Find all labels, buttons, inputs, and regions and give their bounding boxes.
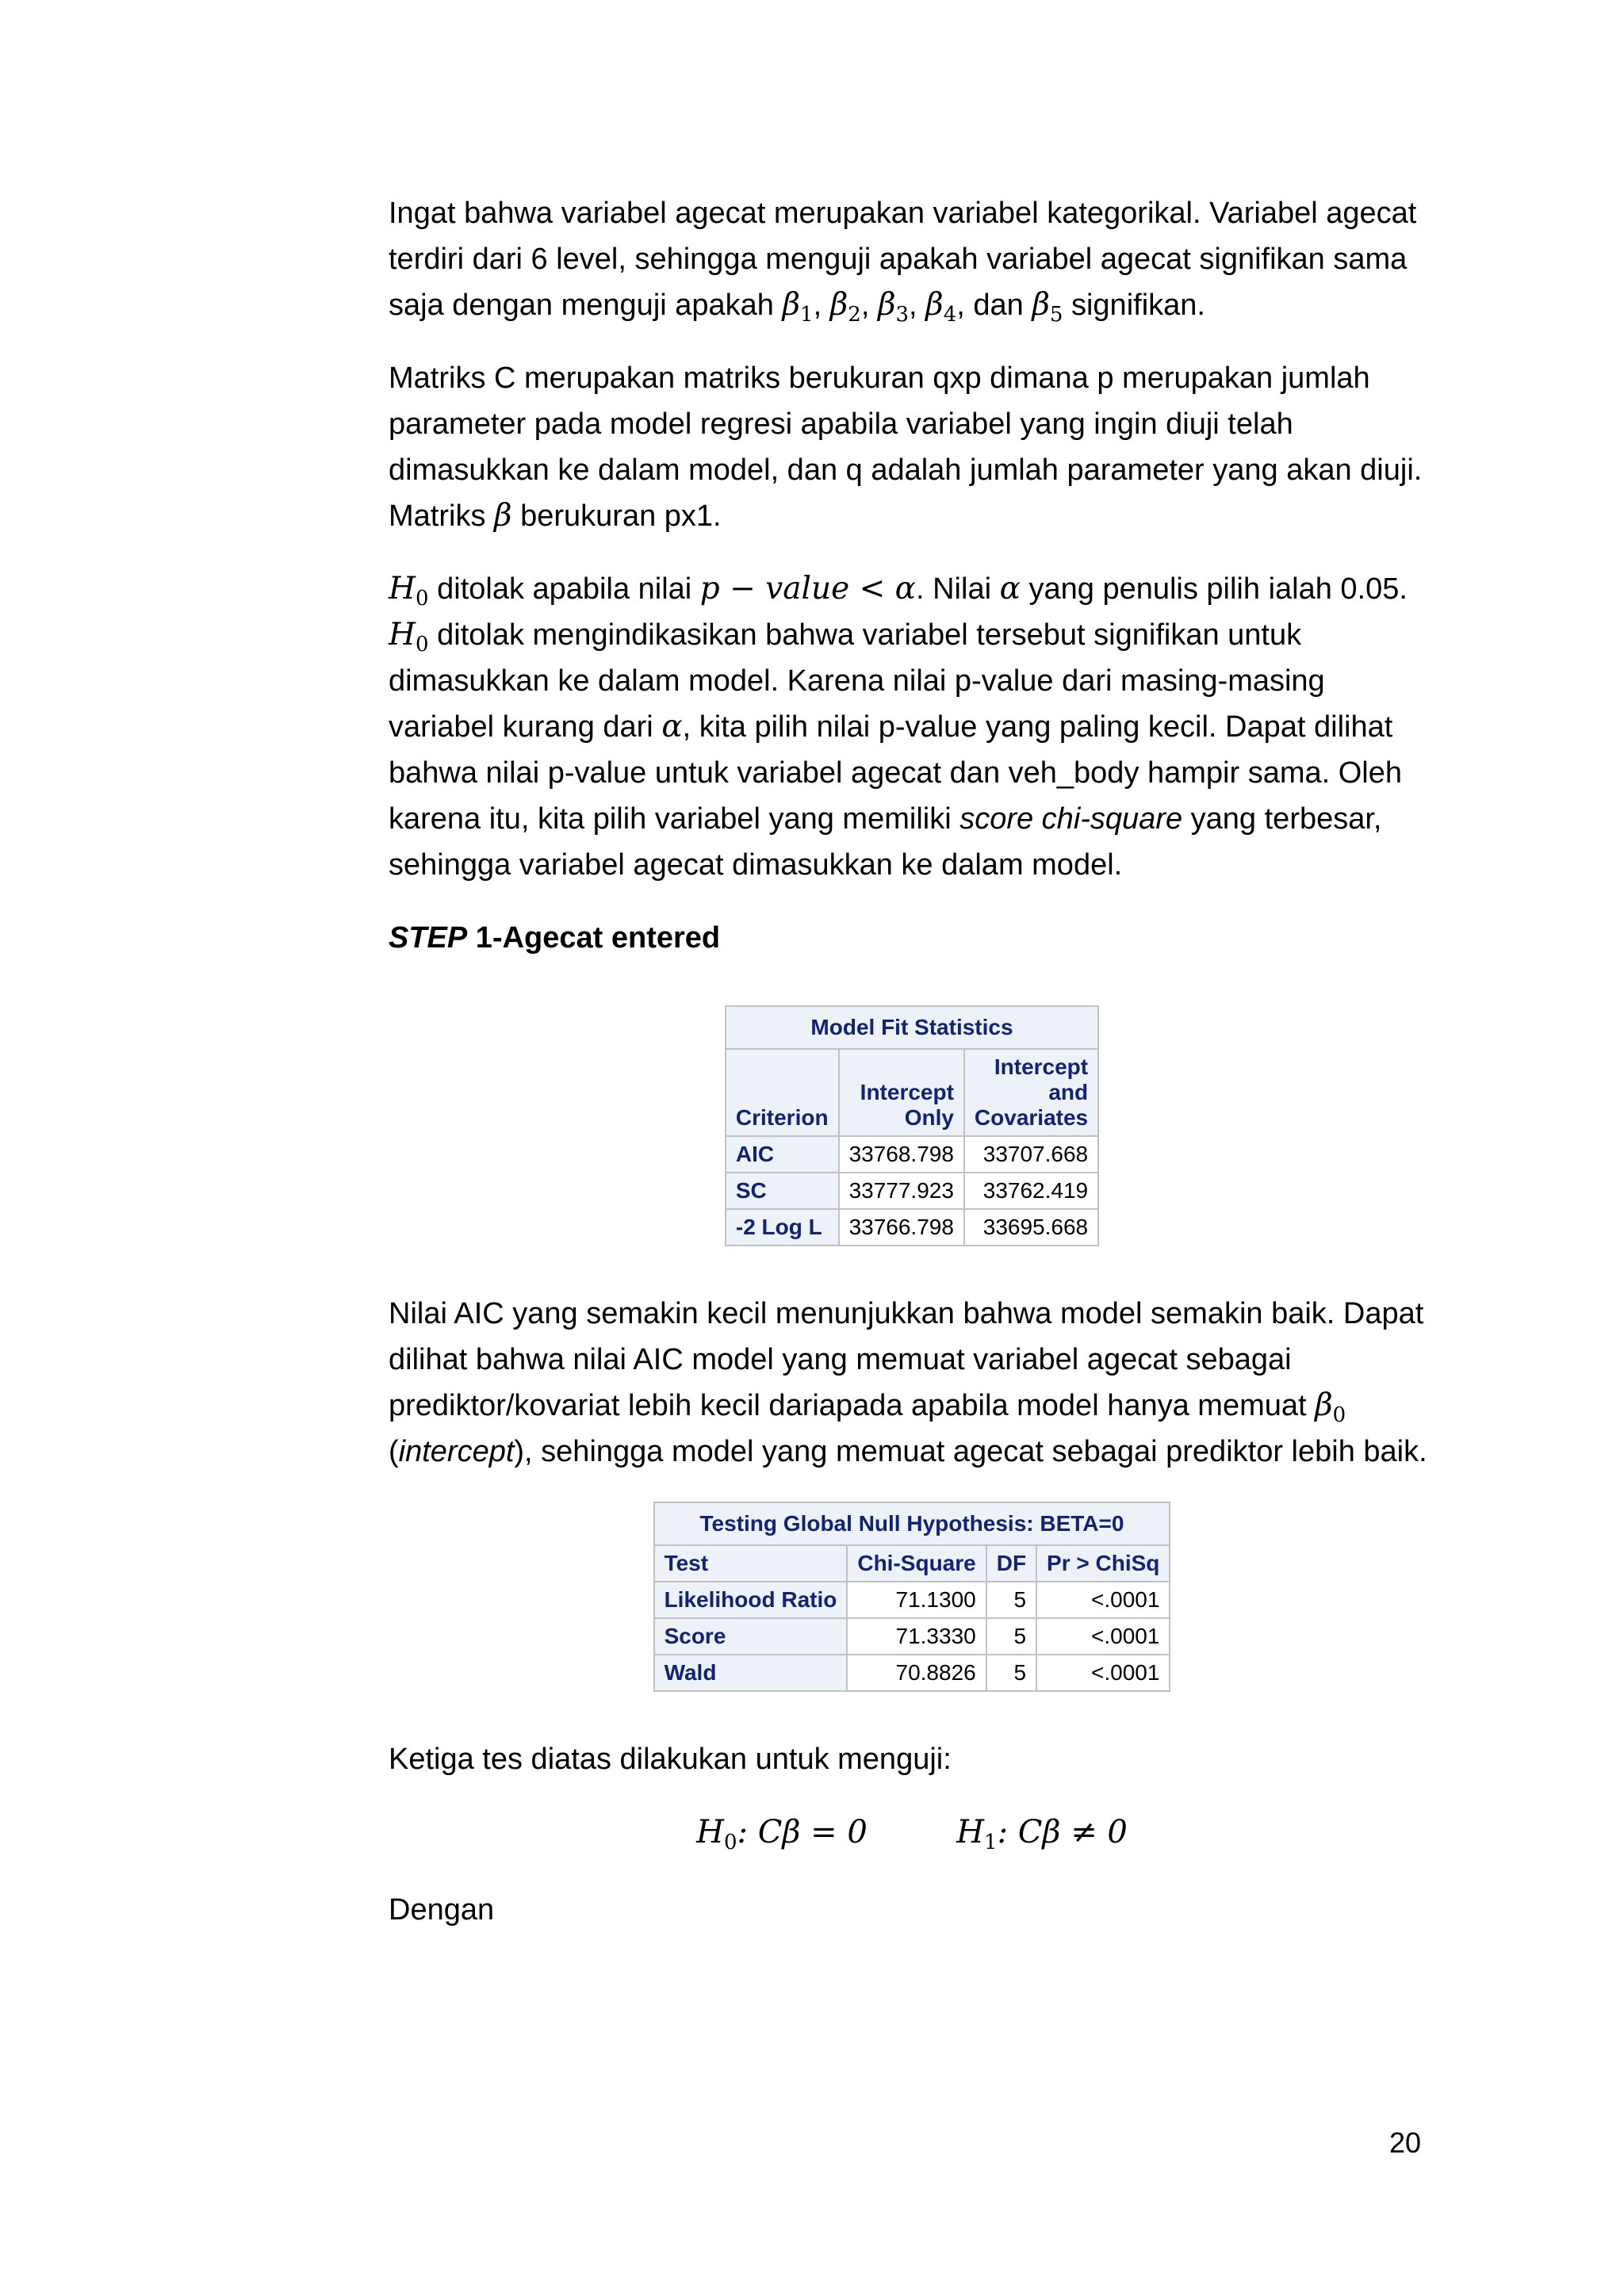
cell-value: 71.3330 bbox=[847, 1618, 986, 1655]
p4-text-b: ( bbox=[389, 1435, 399, 1468]
p4-emphasis: intercept bbox=[398, 1435, 515, 1468]
cell-value: 33768.798 bbox=[839, 1136, 964, 1173]
table-row bbox=[726, 1136, 1098, 1173]
cell-value: 71.1300 bbox=[847, 1582, 986, 1618]
h0-symbol: $H_0$ bbox=[389, 571, 429, 610]
header-chi-square: Chi-Square bbox=[847, 1545, 986, 1582]
cell-value: 33777.923 bbox=[839, 1173, 964, 1209]
beta-2: $\beta_2$ bbox=[829, 287, 861, 327]
page-number: 20 bbox=[1389, 2126, 1422, 2159]
global-null-table-wrapper bbox=[389, 1502, 1435, 1692]
beta-1: $\beta_1$ bbox=[782, 287, 814, 327]
paragraph-aic-interpretation bbox=[389, 1291, 1435, 1475]
p2-text-b: berukuran px1. bbox=[511, 499, 722, 533]
pvalue-expression: p − value < α bbox=[699, 571, 916, 607]
p1-and: , dan bbox=[956, 289, 1032, 322]
model-fit-title: Model Fit Statistics bbox=[726, 1006, 1098, 1049]
alternative-hypothesis: $H_1$: Cβ ≠ 0 bbox=[956, 1814, 1128, 1854]
null-hypothesis: $H_0$: Cβ = 0 bbox=[696, 1814, 868, 1854]
p2-text-a: Matriks C merupakan matriks berukuran qxp dimana p merupakan jumlah parameter pada model regresi apabila variabel yang ingin diuji telah dimasukkan ke dalam model, dan q adalah jumlah parameter yang akan diuji. Matriks bbox=[389, 362, 1423, 533]
p4-text-c: ), sehingga model yang memuat agecat sebagai prediktor lebih baik. bbox=[514, 1435, 1427, 1468]
header-intercept-only: Intercept Only bbox=[839, 1049, 964, 1136]
p4-text-a: Nilai AIC yang semakin kecil menunjukkan bahwa model semakin baik. Dapat dilihat bahwa nilai AIC model yang memuat variabel agecat sebagai prediktor/kovariat lebih kecil dariapada apabila model hanya memuat bbox=[389, 1297, 1424, 1422]
row-label: Likelihood Ratio bbox=[654, 1582, 848, 1618]
header-intercept-covariates: Intercept and Covariates bbox=[964, 1049, 1098, 1136]
table-row bbox=[654, 1582, 1170, 1618]
cell-value: 33707.668 bbox=[964, 1136, 1098, 1173]
cell-value: 5 bbox=[986, 1582, 1036, 1618]
table-row bbox=[654, 1618, 1170, 1655]
p3-text-c: yang penulis pilih ialah 0.05. bbox=[1020, 572, 1408, 606]
cell-value: 5 bbox=[986, 1618, 1036, 1655]
p3-text-f: yang terbesar, sehingga variabel agecat dimasukkan ke dalam model. bbox=[389, 802, 1382, 882]
paragraph-agecat-intro bbox=[389, 190, 1435, 328]
global-null-title: Testing Global Null Hypothesis: BETA=0 bbox=[654, 1502, 1170, 1545]
step-heading bbox=[389, 915, 1435, 961]
p3-text-e: , kita pilih nilai p-value yang paling kecil. Dapat dilihat bahwa nilai p-value untuk variabel agecat dan veh_body hampir sama. Oleh karena itu, kita pilih variabel yang memiliki bbox=[389, 710, 1403, 836]
cell-value: <.0001 bbox=[1036, 1582, 1170, 1618]
p1-sep-3: , bbox=[909, 289, 926, 322]
paragraph-matrix-c bbox=[389, 355, 1435, 539]
cell-value: <.0001 bbox=[1036, 1618, 1170, 1655]
cell-value: 33695.668 bbox=[964, 1209, 1098, 1246]
beta-3: $\beta_3$ bbox=[877, 287, 910, 327]
row-label: -2 Log L bbox=[726, 1209, 839, 1246]
paragraph-dengan: Dengan bbox=[389, 1893, 495, 1927]
p1-sep-2: , bbox=[860, 289, 878, 322]
table-row bbox=[726, 1173, 1098, 1209]
p1-text-a: Ingat bahwa variabel agecat merupakan variabel kategorikal. Variabel agecat terdiri dari 6 level, sehingga menguji apakah variabel agecat signifikan sama saja dengan menguji apakah bbox=[389, 197, 1417, 322]
row-label: SC bbox=[726, 1173, 839, 1209]
paragraph-h0-rejection bbox=[389, 566, 1435, 888]
model-fit-table-wrapper bbox=[389, 1005, 1435, 1246]
alpha-symbol-2: α bbox=[661, 709, 683, 744]
global-null-hypothesis-table bbox=[653, 1502, 1171, 1692]
cell-value: 70.8826 bbox=[847, 1655, 986, 1691]
paragraph-tests-purpose: Ketiga tes diatas dilakukan untuk menguji: bbox=[389, 1743, 952, 1776]
cell-value: <.0001 bbox=[1036, 1655, 1170, 1691]
header-test: Test bbox=[654, 1545, 848, 1582]
table-row bbox=[726, 1209, 1098, 1246]
cell-value: 5 bbox=[986, 1655, 1036, 1691]
step-label: STEP bbox=[389, 921, 468, 955]
header-criterion: Criterion bbox=[726, 1049, 839, 1136]
cell-value: 33762.419 bbox=[964, 1173, 1098, 1209]
p1-text-b: signifikan. bbox=[1063, 289, 1205, 322]
header-df: DF bbox=[986, 1545, 1036, 1582]
p3-text-a: ditolak apabila nilai bbox=[428, 572, 700, 606]
beta-5: $\beta_5$ bbox=[1032, 287, 1063, 327]
row-label: Wald bbox=[654, 1655, 848, 1691]
table-row bbox=[654, 1655, 1170, 1691]
beta-symbol: β bbox=[494, 498, 512, 534]
row-label: AIC bbox=[726, 1136, 839, 1173]
p3-emphasis: score chi-square bbox=[959, 802, 1183, 836]
cell-value: 33766.798 bbox=[839, 1209, 964, 1246]
hypothesis-equation bbox=[389, 1809, 1435, 1855]
h0-symbol-2: $H_0$ bbox=[389, 617, 429, 656]
beta-0: $\beta_0$ bbox=[1315, 1387, 1346, 1427]
p1-sep-1: , bbox=[813, 289, 830, 322]
alpha-symbol: α bbox=[999, 571, 1021, 607]
step-title: 1-Agecat entered bbox=[467, 921, 721, 955]
model-fit-statistics-table bbox=[725, 1005, 1099, 1246]
p3-text-d: ditolak mengindikasikan bahwa variabel tersebut signifikan untuk dimasukkan ke dalam model. Karena nilai p-value dari masing-masing variabel kurang dari bbox=[389, 618, 1325, 744]
header-pr-chisq: Pr > ChiSq bbox=[1036, 1545, 1170, 1582]
beta-4: $\beta_4$ bbox=[925, 287, 957, 327]
row-label: Score bbox=[654, 1618, 848, 1655]
document-page bbox=[389, 190, 1435, 1960]
p3-text-b: . Nilai bbox=[916, 572, 1000, 606]
